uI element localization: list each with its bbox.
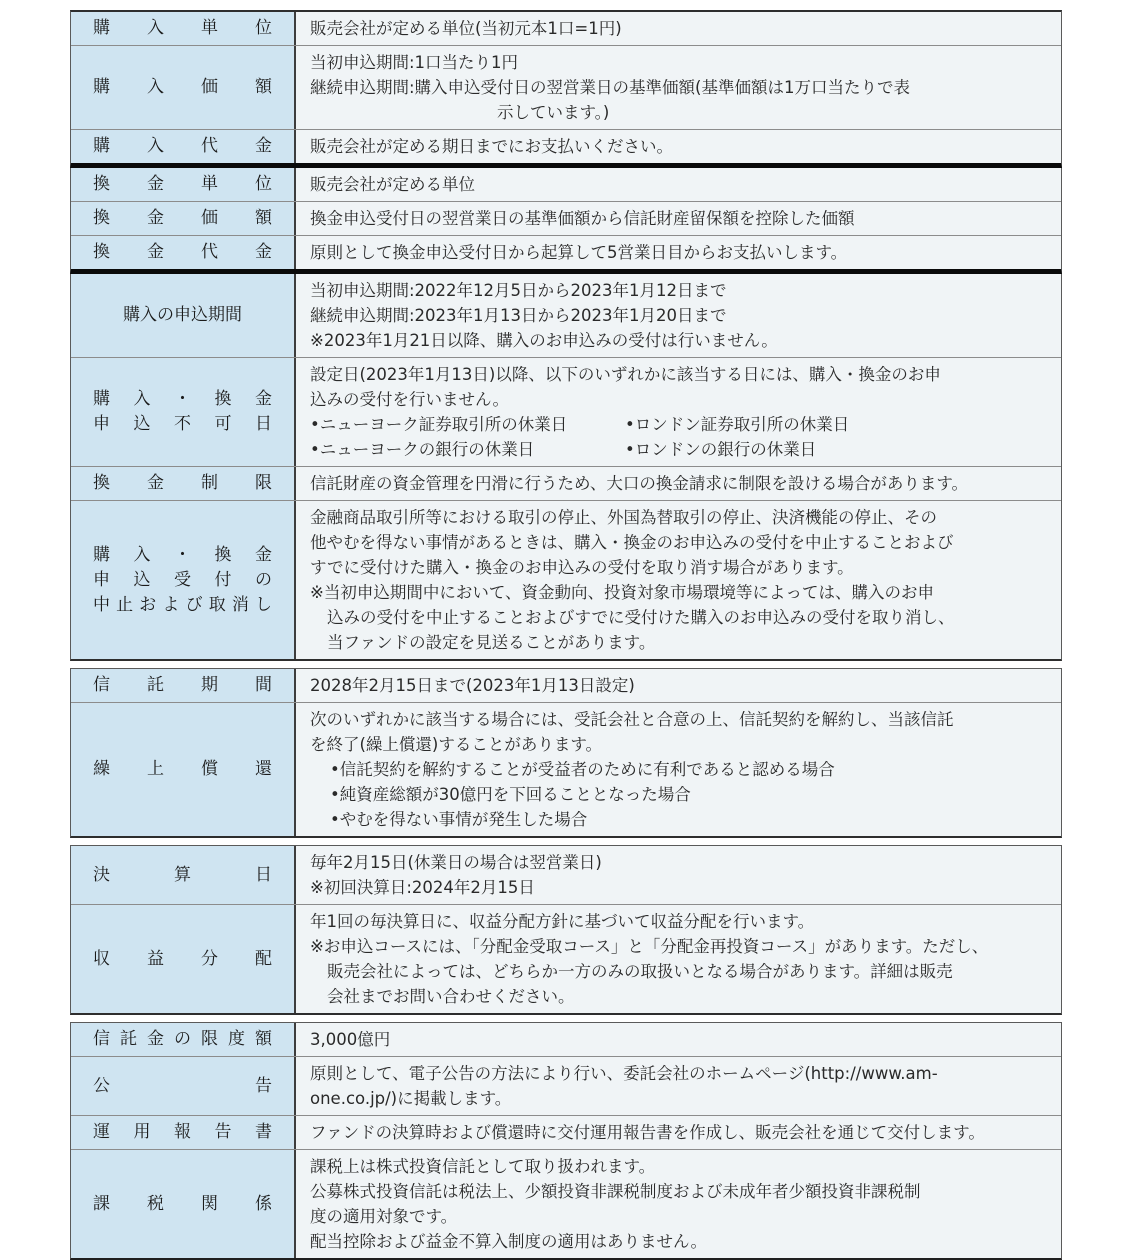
content-line: 他やむを得ない事情があるときは、購入・換金のお申込みの受付を中止することおよび [310,533,954,552]
row-content-cell [296,669,1061,702]
content-two-column-line [310,437,1051,462]
row-content-cell [296,1023,1061,1056]
row-label-cell [71,846,296,904]
content-line: 継続申込期間:2023年1月13日から2023年1月20日まで [310,306,727,325]
row-label-text: 購入単位 [93,18,272,38]
row-label-text: 信託期間 [93,675,272,695]
row-label-cell [71,236,296,269]
row-content-cell [296,1057,1061,1115]
content-line: one.co.jp/)に掲載します。 [310,1089,512,1108]
row-label-cell [71,46,296,129]
table-row [71,12,1061,46]
table-block [70,668,1062,838]
content-line: 次のいずれかに該当する場合には、受託会社と合意の上、信託契約を解約し、当該信託 [310,710,954,729]
row-content-cell [296,1150,1061,1258]
content-line: 金融商品取引所等における取引の停止、外国為替取引の停止、決済機能の停止、その [310,508,937,527]
table-block [70,168,1062,274]
table-row [71,1023,1061,1057]
row-label-text: 購入価額 [93,77,272,97]
row-label-cell [71,669,296,702]
content-line: すでに受付けた購入・換金のお申込みの受付を取り消す場合があります。 [310,558,854,577]
table-row [71,467,1061,501]
row-content-cell [296,130,1061,163]
table-block [70,10,1062,168]
row-content-cell [296,168,1061,201]
content-line: 毎年2月15日(休業日の場合は翌営業日) [310,853,602,872]
row-content-cell [296,501,1061,659]
content-line: •信託契約を解約することが受益者のために有利であると認める場合 [330,760,835,779]
row-label-cell [71,1023,296,1056]
table-row [71,669,1061,703]
row-label-text: 換金単位 [93,174,272,194]
content-line: 2028年2月15日まで(2023年1月13日設定) [310,676,635,695]
row-content-cell [296,467,1061,500]
table-row [71,168,1061,202]
row-content-cell [296,12,1061,45]
row-content-cell [296,202,1061,235]
table-row [71,358,1061,467]
table-row [71,1116,1061,1150]
content-line: 換金申込受付日の翌営業日の基準価額から信託財産留保額を控除した価額 [310,209,855,228]
content-bullet-item: •ニューヨーク証券取引所の休業日 [310,415,568,434]
content-line: 配当控除および益金不算入制度の適用はありません。 [310,1232,707,1251]
content-line: 販売会社が定める単位(当初元本1口=1円) [310,19,622,38]
content-line: 公募株式投資信託は税法上、少額投資非課税制度および未成年者少額投資非課税制 [310,1182,921,1201]
row-label-text: 収益分配 [93,948,272,969]
table-block [70,274,1062,661]
row-label-text: 購入の申込期間 [123,305,242,325]
content-line: を終了(繰上償還)することがあります。 [310,735,603,754]
content-line: ※お申込コースには、「分配金受取コース」と「分配金再投資コース」があります。ただし、 [310,937,989,956]
content-line: 込みの受付を行いません。 [310,390,509,409]
table-row [71,236,1061,269]
row-label-cell [71,358,296,466]
row-label-text: 運用報告書 [93,1122,272,1142]
row-content-cell [296,358,1061,466]
row-content-cell [296,46,1061,129]
row-content-cell [296,846,1061,904]
content-line: ※2023年1月21日以降、購入のお申込みの受付は行いません。 [310,331,778,350]
row-label-text: 換金制限 [93,473,272,493]
table-row [71,501,1061,659]
content-line: 当ファンドの設定を見送ることがあります。 [327,633,656,652]
row-label-text: 課税関係 [93,1193,272,1214]
table-row [71,1150,1061,1258]
table-row [71,46,1061,130]
row-content-cell [296,274,1061,357]
table-row [71,905,1061,1013]
content-line: 販売会社が定める単位 [310,175,475,194]
row-label-text: 購入・換金 [93,544,272,565]
row-label-cell [71,1057,296,1115]
content-line: 原則として、電子公告の方法により行い、委託会社のホームページ(http://www.am- [310,1064,938,1083]
content-line: 設定日(2023年1月13日)以降、以下のいずれかに該当する日には、購入・換金のお申 [310,365,941,384]
row-content-cell [296,703,1061,836]
row-label-cell [71,168,296,201]
table-row [71,130,1061,163]
row-label-cell [71,703,296,836]
row-label-text: 申込不可日 [93,414,272,434]
content-line: 当初申込期間:1口当たり1円 [310,53,519,72]
content-line: 継続申込期間:購入申込受付日の翌営業日の基準価額(基準価額は1万口当たりで表 [310,78,910,97]
content-line: ※初回決算日:2024年2月15日 [310,878,535,897]
content-line: 販売会社が定める期日までにお支払いください。 [310,137,673,156]
row-label-text: 換金代金 [93,242,272,262]
row-label-cell [71,130,296,163]
row-label-cell [71,202,296,235]
table-block [70,1022,1062,1260]
row-label-cell [71,905,296,1013]
row-label-text: 購入代金 [93,136,272,156]
content-line: 3,000億円 [310,1030,391,1049]
row-label-cell [71,467,296,500]
row-label-cell [71,501,296,659]
row-label-text: 公告 [93,1075,272,1096]
content-line: 原則として換金申込受付日から起算して5営業日目からお支払いします。 [310,243,848,262]
row-label-cell [71,1150,296,1258]
content-line: 度の適用対象です。 [310,1207,458,1226]
row-label-text: 中止および取消し [93,594,272,615]
row-content-cell [296,236,1061,269]
row-label-text: 決算日 [93,864,272,885]
content-line: ファンドの決算時および償還時に交付運用報告書を作成し、販売会社を通じて交付します。 [310,1123,985,1142]
fund-summary-table [70,10,1062,1260]
content-line: 込みの受付を中止することおよびすでに受付けた購入のお申込みの受付を取り消し、 [327,608,955,627]
content-line: ※当初申込期間中において、資金動向、投資対象市場環境等によっては、購入のお申 [310,583,934,602]
row-label-text: 購入・換金 [93,389,272,409]
row-label-cell [71,12,296,45]
row-content-cell [296,1116,1061,1149]
row-label-text: 信託金の限度額 [93,1029,272,1049]
content-line: 販売会社によっては、どちらか一方のみの取扱いとなる場合があります。詳細は販売 [327,962,953,981]
row-content-cell [296,905,1061,1013]
content-line: 課税上は株式投資信託として取り扱われます。 [310,1157,656,1176]
content-bullet-item: •ニューヨークの銀行の休業日 [310,440,535,459]
content-line: 年1回の毎決算日に、収益分配方針に基づいて収益分配を行います。 [310,912,815,931]
content-line: 示しています。) [497,103,610,122]
content-line: 信託財産の資金管理を円滑に行うため、大口の換金請求に制限を設ける場合があります。 [310,474,969,493]
content-line: 会社までお問い合わせください。 [327,987,575,1006]
table-row [71,703,1061,836]
row-label-text: 繰上償還 [93,759,272,779]
row-label-text: 申込受付の [93,569,272,590]
row-label-text: 換金価額 [93,208,272,228]
content-line: 当初申込期間:2022年12月5日から2023年1月12日まで [310,281,727,300]
content-bullet-item: •ロンドンの銀行の休業日 [625,440,817,459]
row-label-cell [71,1116,296,1149]
content-two-column-line [310,412,1051,437]
table-row [71,846,1061,905]
row-label-cell [71,274,296,357]
content-line: •純資産総額が30億円を下回ることとなった場合 [330,785,691,804]
table-row [71,274,1061,358]
table-row [71,1057,1061,1116]
content-line: •やむを得ない事情が発生した場合 [330,810,588,829]
table-row [71,202,1061,236]
content-bullet-item: •ロンドン証券取引所の休業日 [625,415,850,434]
table-block [70,845,1062,1015]
